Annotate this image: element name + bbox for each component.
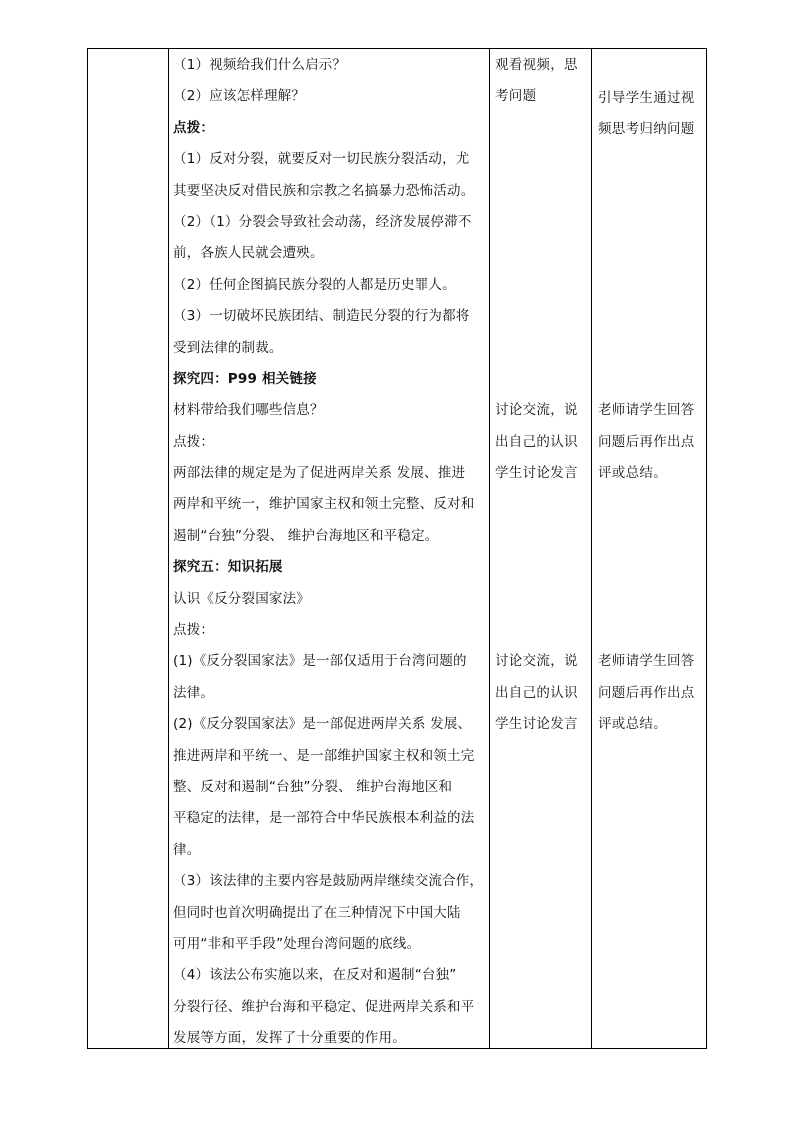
answer-line: （2）（1）分裂会导致社会动荡，经济发展停滞不: [173, 214, 472, 230]
answer-line: （4）该法公布实施以来，在反对和遏制“台独”: [173, 967, 457, 983]
hint-label: 点拨：: [173, 120, 215, 136]
design-intent-line: 问题后再作出点: [598, 434, 695, 450]
answer-line: 律。: [173, 842, 201, 858]
design-intent-line: 问题后再作出点: [598, 685, 695, 701]
section-4-question: 材料带给我们哪些信息？: [173, 402, 324, 418]
answer-line: （3）该法律的主要内容是鼓励两岸继续交流合作，: [173, 873, 484, 889]
answer-line: 其要坚决反对借民族和宗教之名搞暴力恐怖活动。: [173, 183, 475, 199]
column-divider: [168, 49, 169, 1048]
student-activity-line: 讨论交流，说: [495, 653, 578, 669]
student-activity-line: 学生讨论发言: [495, 465, 578, 481]
design-intent-line: 频思考归纳问题: [598, 121, 695, 137]
student-activity-line: 学生讨论发言: [495, 716, 578, 732]
answer-line: 发展等方面，发挥了十分重要的作用。: [173, 1030, 406, 1046]
answer-line: 法律。: [173, 685, 215, 701]
answer-line: 整、反对和遏制“台独”分裂、 维护台海地区和: [173, 779, 453, 795]
design-intent-line: 引导学生通过视: [598, 90, 695, 106]
answer-line: （2）任何企图搞民族分裂的人都是历史罪人。: [173, 277, 456, 293]
student-activity-line: 考问题: [495, 88, 537, 104]
column-divider: [591, 49, 592, 1048]
answer-line: 两岸和平统一，维护国家主权和领土完整、反对和: [173, 496, 475, 512]
answer-line: 两部法律的规定是为了促进两岸关系 发展、推进: [173, 465, 466, 481]
answer-line: (2)《反分裂国家法》是一部促进两岸关系 发展、: [173, 716, 472, 732]
section-5-title: 探究五：知识拓展: [173, 559, 283, 575]
answer-line: 受到法律的制裁。: [173, 340, 283, 356]
design-intent-line: 评或总结。: [598, 465, 667, 481]
answer-line: （3）一切破坏民族团结、制造民分裂的行为都将: [173, 308, 470, 324]
answer-line: (1)《反分裂国家法》是一部仅适用于台湾问题的: [173, 653, 467, 669]
answer-line: 平稳定的法律，是一部符合中华民族根本利益的法: [173, 810, 475, 826]
section-5-topic: 认识《反分裂国家法》: [173, 591, 310, 607]
section-4-hint-label: 点拨：: [173, 434, 215, 450]
answer-line: 前，各族人民就会遭殃。: [173, 245, 324, 261]
question-2: （2）应该怎样理解？: [173, 88, 306, 104]
design-intent-line: 评或总结。: [598, 716, 667, 732]
section-5-hint-label: 点拨：: [173, 622, 215, 638]
design-intent-line: 老师请学生回答: [598, 402, 695, 418]
answer-line: 但同时也首次明确提出了在三种情况下中国大陆: [173, 905, 461, 921]
student-activity-line: 观看视频，思: [495, 57, 578, 73]
lesson-table: [87, 48, 707, 1049]
question-1: （1）视频给我们什么启示？: [173, 57, 347, 73]
student-activity-line: 出自己的认识: [495, 434, 578, 450]
student-activity-line: 出自己的认识: [495, 685, 578, 701]
answer-line: 遏制“台独”分裂、 维护台海地区和平稳定。: [173, 528, 439, 544]
answer-line: 分裂行径、维护台海和平稳定、促进两岸关系和平: [173, 999, 475, 1015]
answer-line: 可用“非和平手段”处理台湾问题的底线。: [173, 936, 421, 952]
column-divider: [489, 49, 490, 1048]
design-intent-line: 老师请学生回答: [598, 653, 695, 669]
answer-line: 推进两岸和平统一、是一部维护国家主权和领土完: [173, 748, 475, 764]
section-4-title: 探究四：P99 相关链接: [173, 371, 317, 387]
student-activity-line: 讨论交流，说: [495, 402, 578, 418]
answer-line: （1）反对分裂，就要反对一切民族分裂活动，尤: [173, 151, 470, 167]
